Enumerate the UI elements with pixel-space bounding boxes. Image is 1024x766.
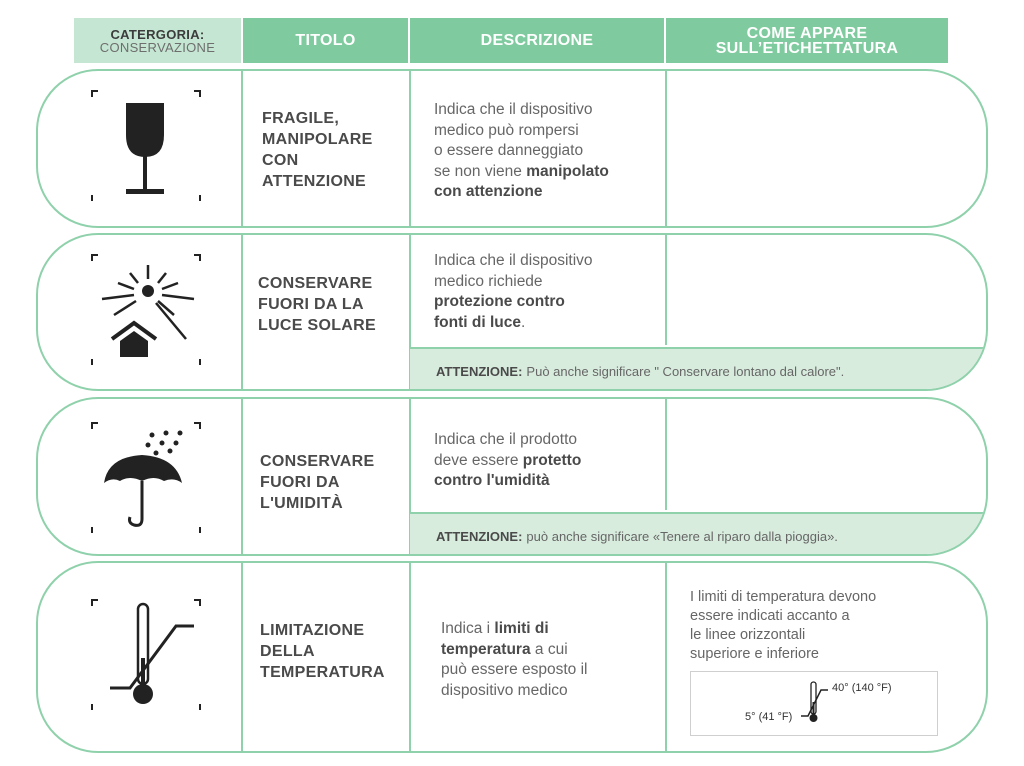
desc-line bbox=[441, 619, 587, 640]
row-description bbox=[434, 430, 581, 492]
warning-label: ATTENZIONE: bbox=[436, 528, 523, 544]
desc-line: può essere esposto il bbox=[441, 661, 588, 678]
desc-bold: temperatura bbox=[441, 640, 531, 658]
row-title bbox=[260, 620, 385, 683]
title-line: L'UMIDITÀ bbox=[260, 495, 343, 512]
label-example bbox=[690, 671, 938, 736]
desc-line bbox=[434, 182, 609, 203]
desc-bold: protezione contro bbox=[434, 293, 565, 310]
title-line: CON bbox=[262, 152, 299, 169]
warning-label: ATTENZIONE: bbox=[436, 363, 523, 379]
header-title-text: TITOLO bbox=[295, 32, 356, 49]
lower-limit: 5° (41 °F) bbox=[745, 711, 793, 723]
upper-limit: 40° (140 °F) bbox=[832, 682, 892, 694]
desc-line: Indica che il dispositivo bbox=[434, 252, 593, 269]
row-description bbox=[441, 619, 587, 701]
divider bbox=[665, 71, 667, 226]
desc-text: se non viene bbox=[434, 162, 527, 180]
row-temperature bbox=[36, 561, 988, 753]
title-line: FUORI DA bbox=[260, 474, 340, 491]
row-title bbox=[260, 451, 374, 514]
desc-line bbox=[434, 162, 609, 183]
divider bbox=[241, 235, 243, 389]
desc-bold: protetto bbox=[522, 451, 582, 469]
temperature-example-icon bbox=[799, 680, 829, 724]
desc-line: medico richiede bbox=[434, 272, 543, 290]
category-value: CONSERVAZIONE bbox=[99, 39, 216, 55]
warning-note bbox=[410, 512, 986, 556]
divider bbox=[665, 399, 667, 510]
desc-text: Indica i bbox=[441, 620, 495, 637]
header-title bbox=[243, 18, 408, 63]
row-sunlight bbox=[36, 233, 988, 391]
divider bbox=[409, 563, 411, 751]
divider bbox=[665, 235, 667, 345]
desc-line bbox=[434, 313, 593, 334]
desc-line: dispositivo medico bbox=[441, 681, 568, 699]
divider bbox=[409, 71, 411, 226]
header-description bbox=[410, 18, 664, 63]
keep-dry-umbrella-icon bbox=[90, 421, 210, 539]
title-line: TEMPERATURA bbox=[260, 664, 385, 681]
row-title bbox=[262, 108, 373, 192]
divider bbox=[665, 563, 667, 751]
desc-line: Indica che il prodotto bbox=[434, 431, 578, 448]
title-line: FUORI DA LA bbox=[258, 296, 364, 313]
keep-away-from-sunlight-icon bbox=[90, 253, 210, 371]
desc-bold: fonti di luce bbox=[434, 313, 521, 331]
row-fragile bbox=[36, 69, 988, 228]
fragile-glass-icon bbox=[90, 89, 210, 207]
desc-line bbox=[434, 471, 581, 492]
desc-line bbox=[434, 451, 581, 472]
label-instructions bbox=[690, 588, 876, 664]
desc-bold: limiti di bbox=[494, 620, 549, 637]
desc-text: deve essere bbox=[434, 451, 523, 469]
divider bbox=[241, 563, 243, 751]
label-line: le linee orizzontali bbox=[690, 627, 806, 643]
desc-bold: contro l'umidità bbox=[434, 472, 550, 489]
header-label bbox=[666, 18, 948, 63]
row-description bbox=[434, 251, 593, 333]
title-line: CONSERVARE bbox=[260, 453, 375, 470]
header-category bbox=[74, 18, 241, 63]
header-description-text: DESCRIZIONE bbox=[480, 32, 594, 49]
row-description bbox=[434, 100, 609, 203]
divider bbox=[241, 71, 243, 226]
label-line: superiore e inferiore bbox=[690, 646, 819, 662]
row-title bbox=[258, 273, 376, 336]
warning-text: Può anche significare " Conservare lontano dal calore". bbox=[526, 363, 845, 379]
desc-line: o essere danneggiato bbox=[434, 142, 584, 159]
title-line: LIMITAZIONE bbox=[260, 622, 365, 639]
label-line: I limiti di temperatura devono bbox=[690, 589, 877, 605]
category-label: CATERGORIA: bbox=[110, 26, 205, 42]
desc-line bbox=[441, 640, 587, 661]
divider bbox=[241, 399, 243, 554]
desc-line: medico può rompersi bbox=[434, 121, 579, 139]
title-line: MANIPOLARE bbox=[262, 131, 373, 148]
warning-note bbox=[410, 347, 986, 391]
desc-text: . bbox=[520, 313, 526, 331]
desc-line: Indica che il dispositivo bbox=[434, 101, 593, 118]
title-line: ATTENZIONE bbox=[262, 173, 367, 190]
temperature-limit-icon bbox=[90, 598, 210, 716]
header-label-line2: SULL’ETICHETTATURA bbox=[715, 39, 899, 57]
title-line: LUCE SOLARE bbox=[258, 317, 376, 334]
desc-bold: manipolato bbox=[526, 162, 609, 180]
title-line: CONSERVARE bbox=[258, 275, 373, 292]
desc-bold: con attenzione bbox=[434, 183, 543, 200]
header-label-line1: COME APPARE bbox=[746, 24, 868, 42]
title-line: FRAGILE, bbox=[262, 110, 340, 127]
label-line: essere indicati accanto a bbox=[690, 608, 850, 624]
title-line: DELLA bbox=[260, 643, 315, 660]
desc-line bbox=[434, 292, 593, 313]
desc-text: a cui bbox=[530, 640, 568, 658]
warning-text: può anche significare «Tenere al riparo dalla pioggia». bbox=[526, 528, 838, 544]
row-humidity bbox=[36, 397, 988, 556]
